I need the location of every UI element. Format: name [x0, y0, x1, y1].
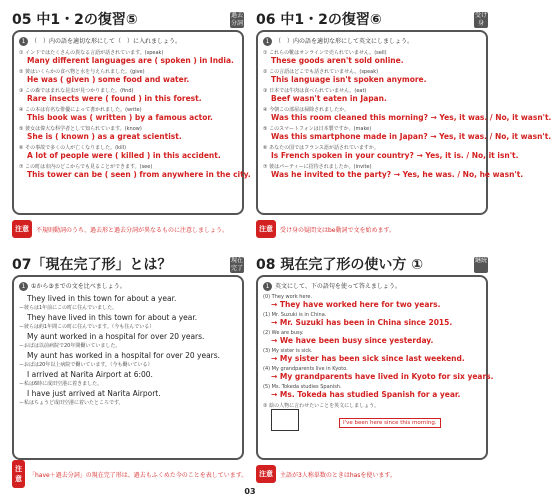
exercise-item: I have just arrived at Narita Airport. ー私はちょうど成田空港に着いたところです。 — [19, 389, 161, 406]
panel-06 — [256, 10, 551, 234]
note: 注意 主語が3人称単数のときはhasを使います。 — [256, 462, 488, 486]
panel-title: 08 現在完了形の使い方 ① — [256, 257, 424, 273]
illustration — [271, 409, 299, 431]
exercise-item: ⑥ その事故で多くの人が亡くなりました。(kill) A lot of people were ( killed ) in this accident. — [19, 145, 221, 160]
note: 注意 不規則動詞のうち、過去形と過去分詞が異なるものに注意しましょう。 — [12, 217, 244, 241]
section-tab: 現在完了 — [230, 257, 243, 272]
panel-08 — [256, 255, 494, 479]
exercise-item: ② 彼はいくらかの食べ物と水を与えられました。(give) He was ( given ) some food and water. — [19, 69, 190, 84]
page-number: 03 — [244, 487, 256, 496]
instruction: 1 （ ）内の語を適切な形にして英文にしましょう。 — [263, 36, 481, 46]
exercise-item: My aunt worked in a hospital for over 20 years. ーおばは以前病院で20年間働いていました。 — [19, 332, 205, 349]
panel-title: 06 中1・2の復習⑥ — [256, 12, 382, 28]
exercise-item: ② 絵の人物に言わせたいことを英文にしましょう。 I've been here since this morning. — [263, 402, 481, 431]
instruction: 1 英文にして、下の語句を使って答えましょう。 — [263, 281, 481, 291]
exercise-item: (0) They work here. → They have worked here for two years. — [263, 294, 441, 309]
exercise-item: ⑥ あなたの国ではフランス語が話されていますか。 Is French spoken in your country? → Yes, it is. / No, it isn't. — [263, 145, 519, 160]
section-tab: 継続 — [474, 257, 488, 273]
exercise-item: (5) Ms. Tokeda studies Spanish. → Ms. Tokeda has studied Spanish for a year. — [263, 384, 461, 399]
exercise-item: (1) Mr. Suzuki is in China. → Mr. Suzuki has been in China since 2015. — [263, 312, 453, 327]
note: 注意 「have＋過去分詞」の現在完了形は、過去もふくめた今のことを表しています。 — [12, 462, 244, 486]
speech-bubble: I've been here since this morning. — [339, 418, 441, 428]
exercise-item: They lived in this town for about a year. ー彼らは1年前にこの町に住んでいました。 — [19, 294, 177, 311]
exercise-item: My aunt has worked in a hospital for over 20 years. ーおばは20年以上病院で働いています。（今も働いている） — [19, 351, 221, 368]
exercise-item: They have lived in this town for about a year. ー彼らは約1年間この町に住んでいます。（今も住んでいる） — [19, 313, 198, 330]
panel-05 — [12, 10, 251, 234]
exercise-item: ② この言語はどこでも話されていません。(speak) This language isn't spoken anymore. — [263, 69, 427, 84]
exercise-item: ① インドではたくさんの異なる言語が話されています。(speak) Many different languages are ( spoken ) in India. — [19, 50, 234, 65]
panel-07 — [12, 255, 248, 483]
exercise-item: (4) My grandparents live in Kyoto. → My grandparents have lived in Kyoto for six years. — [263, 366, 494, 381]
panel-title: 07「現在完了形」とは？ — [12, 257, 172, 273]
note: 注意 受け身の疑問文はbe動詞で文を始めます。 — [256, 217, 488, 241]
exercise-item: ⑦ 彼はパーティーに招待されましたか。(invite) Was he invited to the party? → Yes, he was. / No, he wasn't. — [263, 164, 524, 179]
exercise-item: ⑤ 彼女は偉大な科学者として知られています。(know) She is ( known ) as a great scientist. — [19, 126, 182, 141]
exercise-item: I arrived at Narita Airport at 6:00. ー私は6時に成田空港に着きました。 — [19, 370, 153, 387]
exercise-item: (2) We are busy. → We have been busy since yesterday. — [263, 330, 434, 345]
exercise-item: ④ 今朝この部屋は掃除されましたか。 Was this room cleaned this morning? → Yes, it was. / No, it wasn't. — [263, 107, 551, 122]
instruction: 1 （ ）内の語を適切な形にして（ ）に入れましょう。 — [19, 36, 237, 46]
exercise-box — [256, 275, 494, 460]
exercise-box — [12, 275, 244, 460]
exercise-item: ③ 日本では牛肉は食べられていません。(eat) Beef wasn't eaten in Japan. — [263, 88, 387, 103]
instruction: 1 ①から③までの文を比べましょう。 — [19, 281, 237, 291]
exercise-item: ① これらの靴はオンラインで売られていません。(sell) These goods aren't sold online. — [263, 50, 404, 65]
section-tab: 過去分詞 — [230, 12, 243, 27]
exercise-item: ⑦ この町は市内のどこからでも見ることができます。(see) This tower can be ( seen ) from anywhere in the city. — [19, 164, 251, 179]
exercise-item: ③ この森ではまれな昆虫が見つかりました。(find) Rare insects were ( found ) in this forest. — [19, 88, 202, 103]
panel-title: 05 中1・2の復習⑤ — [12, 12, 138, 28]
exercise-box — [12, 30, 251, 215]
exercise-item: ⑤ このスマートフォンは日本製ですか。(make) Was this smartphone made in Japan? → Yes, it was. / No, it wasn't. — [263, 126, 551, 141]
exercise-box — [256, 30, 551, 215]
section-tab: 受け身 — [474, 12, 487, 27]
exercise-item: (3) My sister is sick. → My sister has been sick since last weekend. — [263, 348, 465, 363]
exercise-item: ④ この本は有名な俳優によって書かれました。(write) This book was ( written ) by a famous actor. — [19, 107, 213, 122]
